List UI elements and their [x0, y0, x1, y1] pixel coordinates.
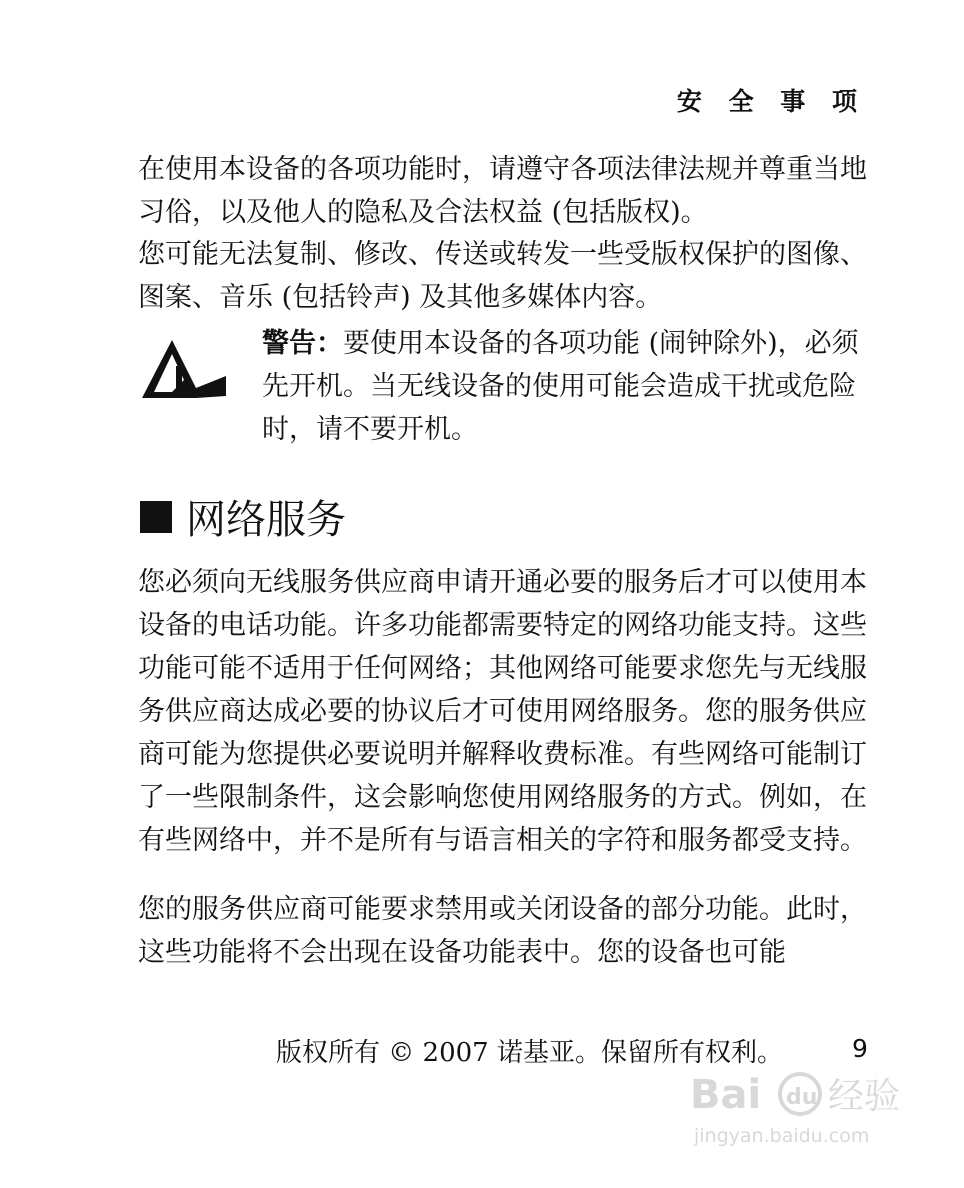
paragraph-legal: 在使用本设备的各项功能时，请遵守各项法律法规并尊重当地习俗，以及他人的隐私及合法权益 (包括版权)。 — [138, 154, 867, 228]
warning-note — [262, 322, 874, 451]
paragraph-network: 您必须向无线服务供应商申请开通必要的服务后才可以使用本设备的电话功能。许多功能都需要特定的网络功能支持。这些功能可能不适用于任何网络；其他网络可能要求您先与无线服务供应商达成必要的协议后才可使用网络服务。您的服务供应商可能为您提供必要说明并解释收费标准。有些网络可能制订了一些限制条件，这会影响您使用网络服务的方式。例如，在有些网络中，并不是所有与语言相关的字符和服务都受支持。 — [138, 567, 867, 856]
page-number: 9 — [852, 1034, 868, 1063]
section-heading — [140, 488, 346, 545]
section-title: 网络服务 — [186, 497, 346, 543]
svg-text:du: du — [786, 1085, 818, 1110]
paragraph-disabled-features: 您的服务供应商可能要求禁用或关闭设备的部分功能。此时，这些功能将不会出现在设备功能表中。您的设备也可能 — [138, 894, 867, 968]
svg-text:经验: 经验 — [828, 1076, 901, 1117]
paragraph-copyright: 您可能无法复制、修改、传送或转发一些受版权保护的图像、图案、音乐 (包括铃声) 及其他多媒体内容。 — [138, 239, 867, 313]
square-bullet-icon — [140, 501, 172, 533]
footer-copyright: 版权所有 © 2007 诺基亚。保留所有权利。 — [276, 1038, 783, 1068]
warning-text: 要使用本设备的各项功能 (闹钟除外)，必须先开机。当无线设备的使用可能会造成干扰或危险时，请不要开机。 — [262, 328, 859, 445]
warning-label: 警告： — [262, 328, 343, 359]
svg-text:Bai: Bai — [690, 1072, 762, 1118]
warning-hand-icon — [140, 336, 230, 402]
svg-text:jingyan.baidu.com: jingyan.baidu.com — [694, 1125, 870, 1147]
baidu-watermark-logo — [690, 1062, 920, 1152]
page-header: 安 全 事 项 — [676, 87, 866, 116]
